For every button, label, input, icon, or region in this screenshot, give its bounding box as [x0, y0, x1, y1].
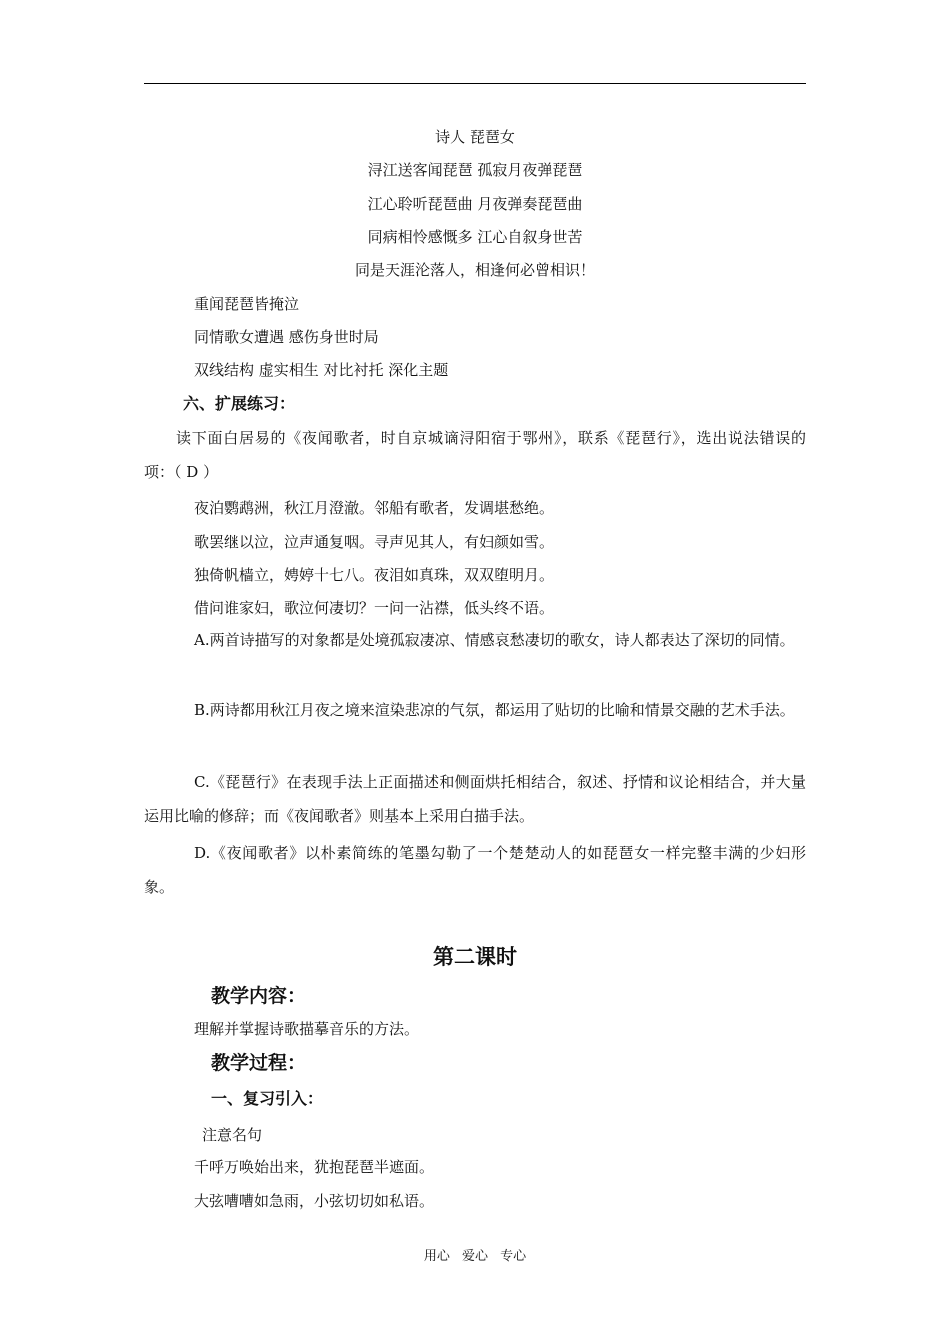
- quote-line: 千呼万唤始出来，犹抱琵琶半遮面。: [194, 1158, 435, 1176]
- option-a: A.两首诗描写的对象都是处境孤寂凄凉、情感哀愁凄切的歌女，诗人都表达了深切的同情。: [194, 631, 795, 649]
- note-line: 同情歌女遭遇 感伤身世时局: [194, 328, 379, 346]
- content-heading: 教学内容：: [211, 985, 307, 1007]
- note-label: 注意名句: [202, 1126, 263, 1144]
- summary-couplet: 同是天涯沦落人，相逢何必曾相识！: [354, 261, 595, 279]
- quote-line: 大弦嘈嘈如急雨，小弦切切如私语。: [194, 1192, 435, 1210]
- step-heading: 一、复习引入：: [211, 1089, 324, 1108]
- summary-row: 江心聆听琵琶曲 月夜弹奏琵琶曲: [367, 195, 583, 213]
- poem-line: 独倚帆樯立，娉婷十七八。夜泪如真珠，双双堕明月。: [194, 566, 555, 584]
- poem-line: 借问谁家妇，歌泣何凄切？一问一沾襟，低头终不语。: [194, 599, 555, 617]
- poem-line: 夜泊鹦鹉洲，秋江月澄澈。邻船有歌者，发调堪愁绝。: [194, 499, 555, 517]
- note-line: 双线结构 虚实相生 对比衬托 深化主题: [194, 361, 449, 379]
- header-rule: [144, 83, 806, 84]
- summary-row: 浔江送客闻琵琶 孤寂月夜弹琵琶: [367, 161, 583, 179]
- option-b: B.两诗都用秋江月夜之境来渲染悲凉的气氛，都运用了贴切的比喻和情景交融的艺术手法。: [194, 701, 795, 719]
- option-d: D.《夜闻歌者》以朴素简练的笔墨勾勒了一个楚楚动人的如琵琶女一样完整丰满的少妇形象。: [144, 844, 806, 896]
- option-c: C.《琵琶行》在表现手法上正面描述和侧面烘托相结合，叙述、抒情和议论相结合，并大量运用比喻的修辞；而《夜闻歌者》则基本上采用白描手法。: [144, 773, 806, 825]
- page-footer: 用心 爱心 专心: [423, 1249, 527, 1264]
- poem-line: 歌罢继以泣，泣声通复咽。寻声见其人，有妇颜如雪。: [194, 533, 555, 551]
- lesson-title: 第二课时: [433, 945, 517, 969]
- process-heading: 教学过程：: [211, 1052, 307, 1074]
- content-text: 理解并掌握诗歌描摹音乐的方法。: [194, 1020, 420, 1038]
- note-line: 重闻琵琶皆掩泣: [194, 295, 300, 313]
- summary-header: 诗人 琵琶女: [435, 128, 515, 146]
- summary-row: 同病相怜感慨多 江心自叙身世苦: [367, 228, 583, 246]
- section-heading: 六、扩展练习：: [183, 394, 296, 413]
- exercise-question: 读下面白居易的《夜闻歌者，时自京城谪浔阳宿于鄂州》，联系《琵琶行》，选出说法错误的项：（ D ）: [144, 429, 806, 481]
